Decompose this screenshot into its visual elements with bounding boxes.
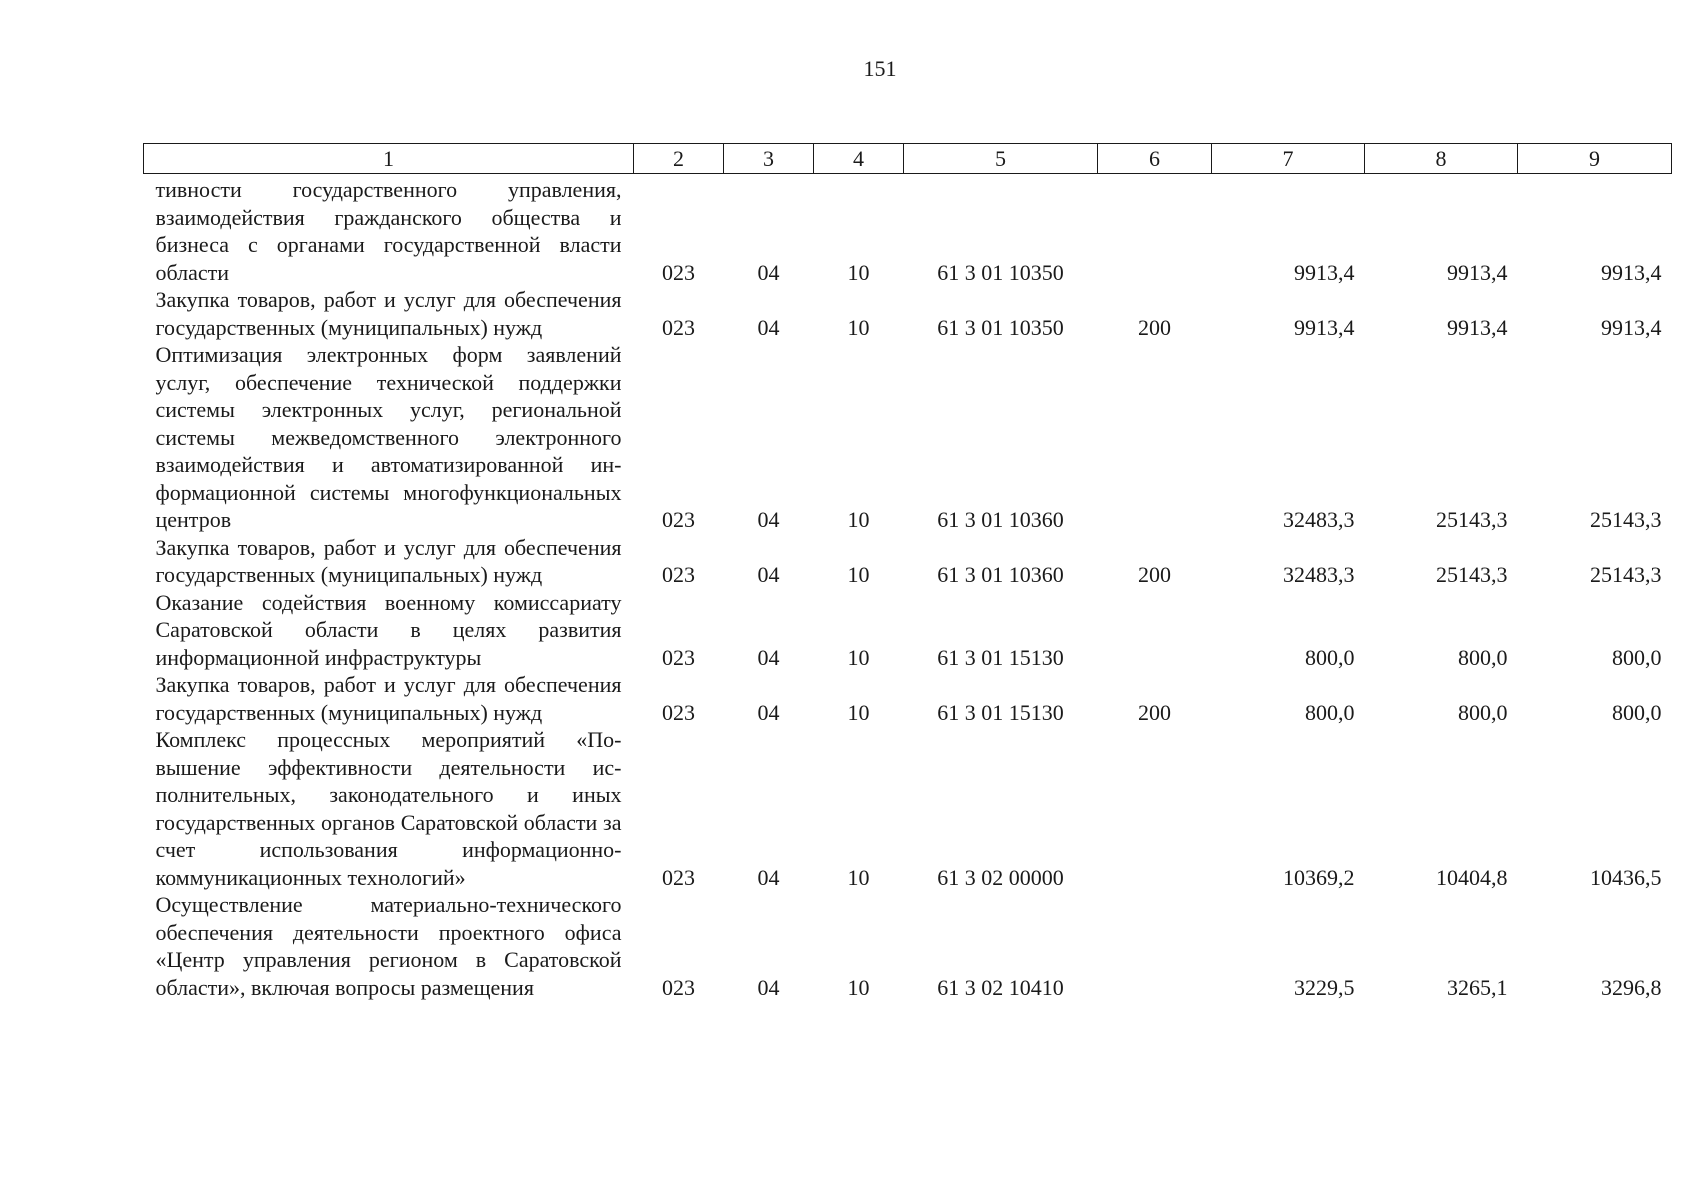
table-row [144,534,1672,589]
row-name: Закупка товаров, работ и услуг для обеспечения государственных (муниципальных) нужд [155,287,622,340]
row-code-2: 023 [662,699,695,725]
row-code-2: 023 [662,864,695,890]
row-code-4: 10 [847,699,870,725]
row-code-3: 04 [757,644,780,670]
row-code-4: 10 [847,644,870,670]
column-header-1: 1 [144,144,634,174]
row-amount-8: 3265,1 [1447,974,1508,1000]
row-code-2: 023 [662,644,695,670]
row-code-2: 023 [662,314,695,340]
table-row [144,286,1672,341]
row-code-6 [1098,341,1212,534]
table-row [144,891,1672,1001]
column-header-9: 9 [1518,144,1672,174]
column-header-4: 4 [814,144,904,174]
row-amount-8: 25143,3 [1436,562,1508,587]
row-code-4: 10 [847,507,870,532]
row-amount-8: 25143,3 [1436,507,1508,532]
row-amount-8: 9913,4 [1447,314,1508,340]
row-amount-8: 800,0 [1458,699,1508,725]
row-amount-7: 9913,4 [1294,314,1355,340]
row-amount-7: 3229,5 [1294,974,1355,1000]
row-name: Закупка товаров, работ и услуг для обеспечения государственных (муниципальных) нужд [155,534,622,587]
page-number: 151 [863,56,897,81]
row-name: Оказание содействия военному комиссариату Саратовской области в целях развития информационной инфраструктуры [155,589,622,670]
row-amount-8: 9913,4 [1447,259,1508,285]
row-code-2: 023 [662,974,695,1000]
row-name: Осуществление материально-технического обеспечения деятельности проектного офиса «Центр управления регионом в Саратовской области», включая вопросы размещения [155,892,622,1000]
row-code-5: 61 3 01 10360 [937,507,1064,532]
row-code-4: 10 [847,314,870,340]
table-row [144,174,1672,287]
row-amount-9: 25143,3 [1590,507,1662,532]
table-header [144,144,1672,174]
row-code-3: 04 [757,507,780,532]
row-code-3: 04 [757,864,780,890]
row-amount-7: 32483,3 [1283,507,1355,532]
table-row [144,726,1672,891]
row-amount-7: 800,0 [1305,644,1355,670]
row-code-4: 10 [847,562,870,587]
row-code-3: 04 [757,259,780,285]
column-header-7: 7 [1212,144,1365,174]
table-row [144,341,1672,534]
row-code-3: 04 [757,562,780,587]
row-amount-9: 9913,4 [1601,314,1662,340]
row-code-5: 61 3 01 15130 [937,644,1064,670]
row-code-3: 04 [757,314,780,340]
row-name: Закупка товаров, работ и услуг для обеспечения государственных (муниципальных) нужд [155,672,622,725]
budget-table [143,143,1672,1001]
table-row [144,671,1672,726]
row-code-6 [1098,174,1212,287]
row-code-5: 61 3 02 00000 [937,864,1064,890]
table-body [144,174,1672,1002]
row-code-6 [1098,891,1212,1001]
row-name: Оптимизация электронных форм заявлений услуг, обеспечение технической поддержки системы электронных услуг, региональной системы межведомственного электронного взаимодействия и автоматизированной информационной системы многофункциональных центров [155,342,622,532]
row-amount-7: 10369,2 [1283,864,1355,890]
row-code-2: 023 [662,259,695,285]
row-amount-9: 3296,8 [1601,974,1662,1000]
row-amount-8: 10404,8 [1436,864,1508,890]
row-amount-9: 800,0 [1612,699,1662,725]
row-code-4: 10 [847,864,870,890]
header-row [144,144,1672,174]
column-header-3: 3 [724,144,814,174]
row-name: тивности государственного управления, взаимодействия гражданского общества и бизнеса с органами государственной власти области [155,177,622,285]
row-code-5: 61 3 01 10350 [937,314,1064,340]
row-code-6: 200 [1138,314,1171,340]
row-code-6: 200 [1138,562,1171,587]
row-code-6: 200 [1138,699,1171,725]
row-amount-9: 800,0 [1612,644,1662,670]
row-code-4: 10 [847,974,870,1000]
row-code-2: 023 [662,562,695,587]
row-amount-9: 9913,4 [1601,259,1662,285]
row-amount-9: 10436,5 [1590,864,1662,890]
row-amount-7: 9913,4 [1294,259,1355,285]
row-amount-9: 25143,3 [1590,562,1662,587]
column-header-6: 6 [1098,144,1212,174]
column-header-2: 2 [634,144,724,174]
row-code-3: 04 [757,974,780,1000]
row-code-6 [1098,726,1212,891]
row-code-5: 61 3 01 10360 [937,562,1064,587]
row-amount-7: 32483,3 [1283,562,1355,587]
row-code-6 [1098,589,1212,672]
column-header-5: 5 [904,144,1098,174]
row-code-2: 023 [662,507,695,532]
row-code-5: 61 3 02 10410 [937,974,1064,1000]
row-amount-8: 800,0 [1458,644,1508,670]
row-code-4: 10 [847,259,870,285]
row-name: Комплекс процессных мероприятий «Повышение эффективности деятельности исполнительных, законодательного и иных государственных органов Саратовской области за счет использования информационно-коммуникационных технологий» [155,727,622,890]
table-row [144,589,1672,672]
column-header-8: 8 [1365,144,1518,174]
row-code-5: 61 3 01 10350 [937,259,1064,285]
row-amount-7: 800,0 [1305,699,1355,725]
row-code-5: 61 3 01 15130 [937,699,1064,725]
row-code-3: 04 [757,699,780,725]
